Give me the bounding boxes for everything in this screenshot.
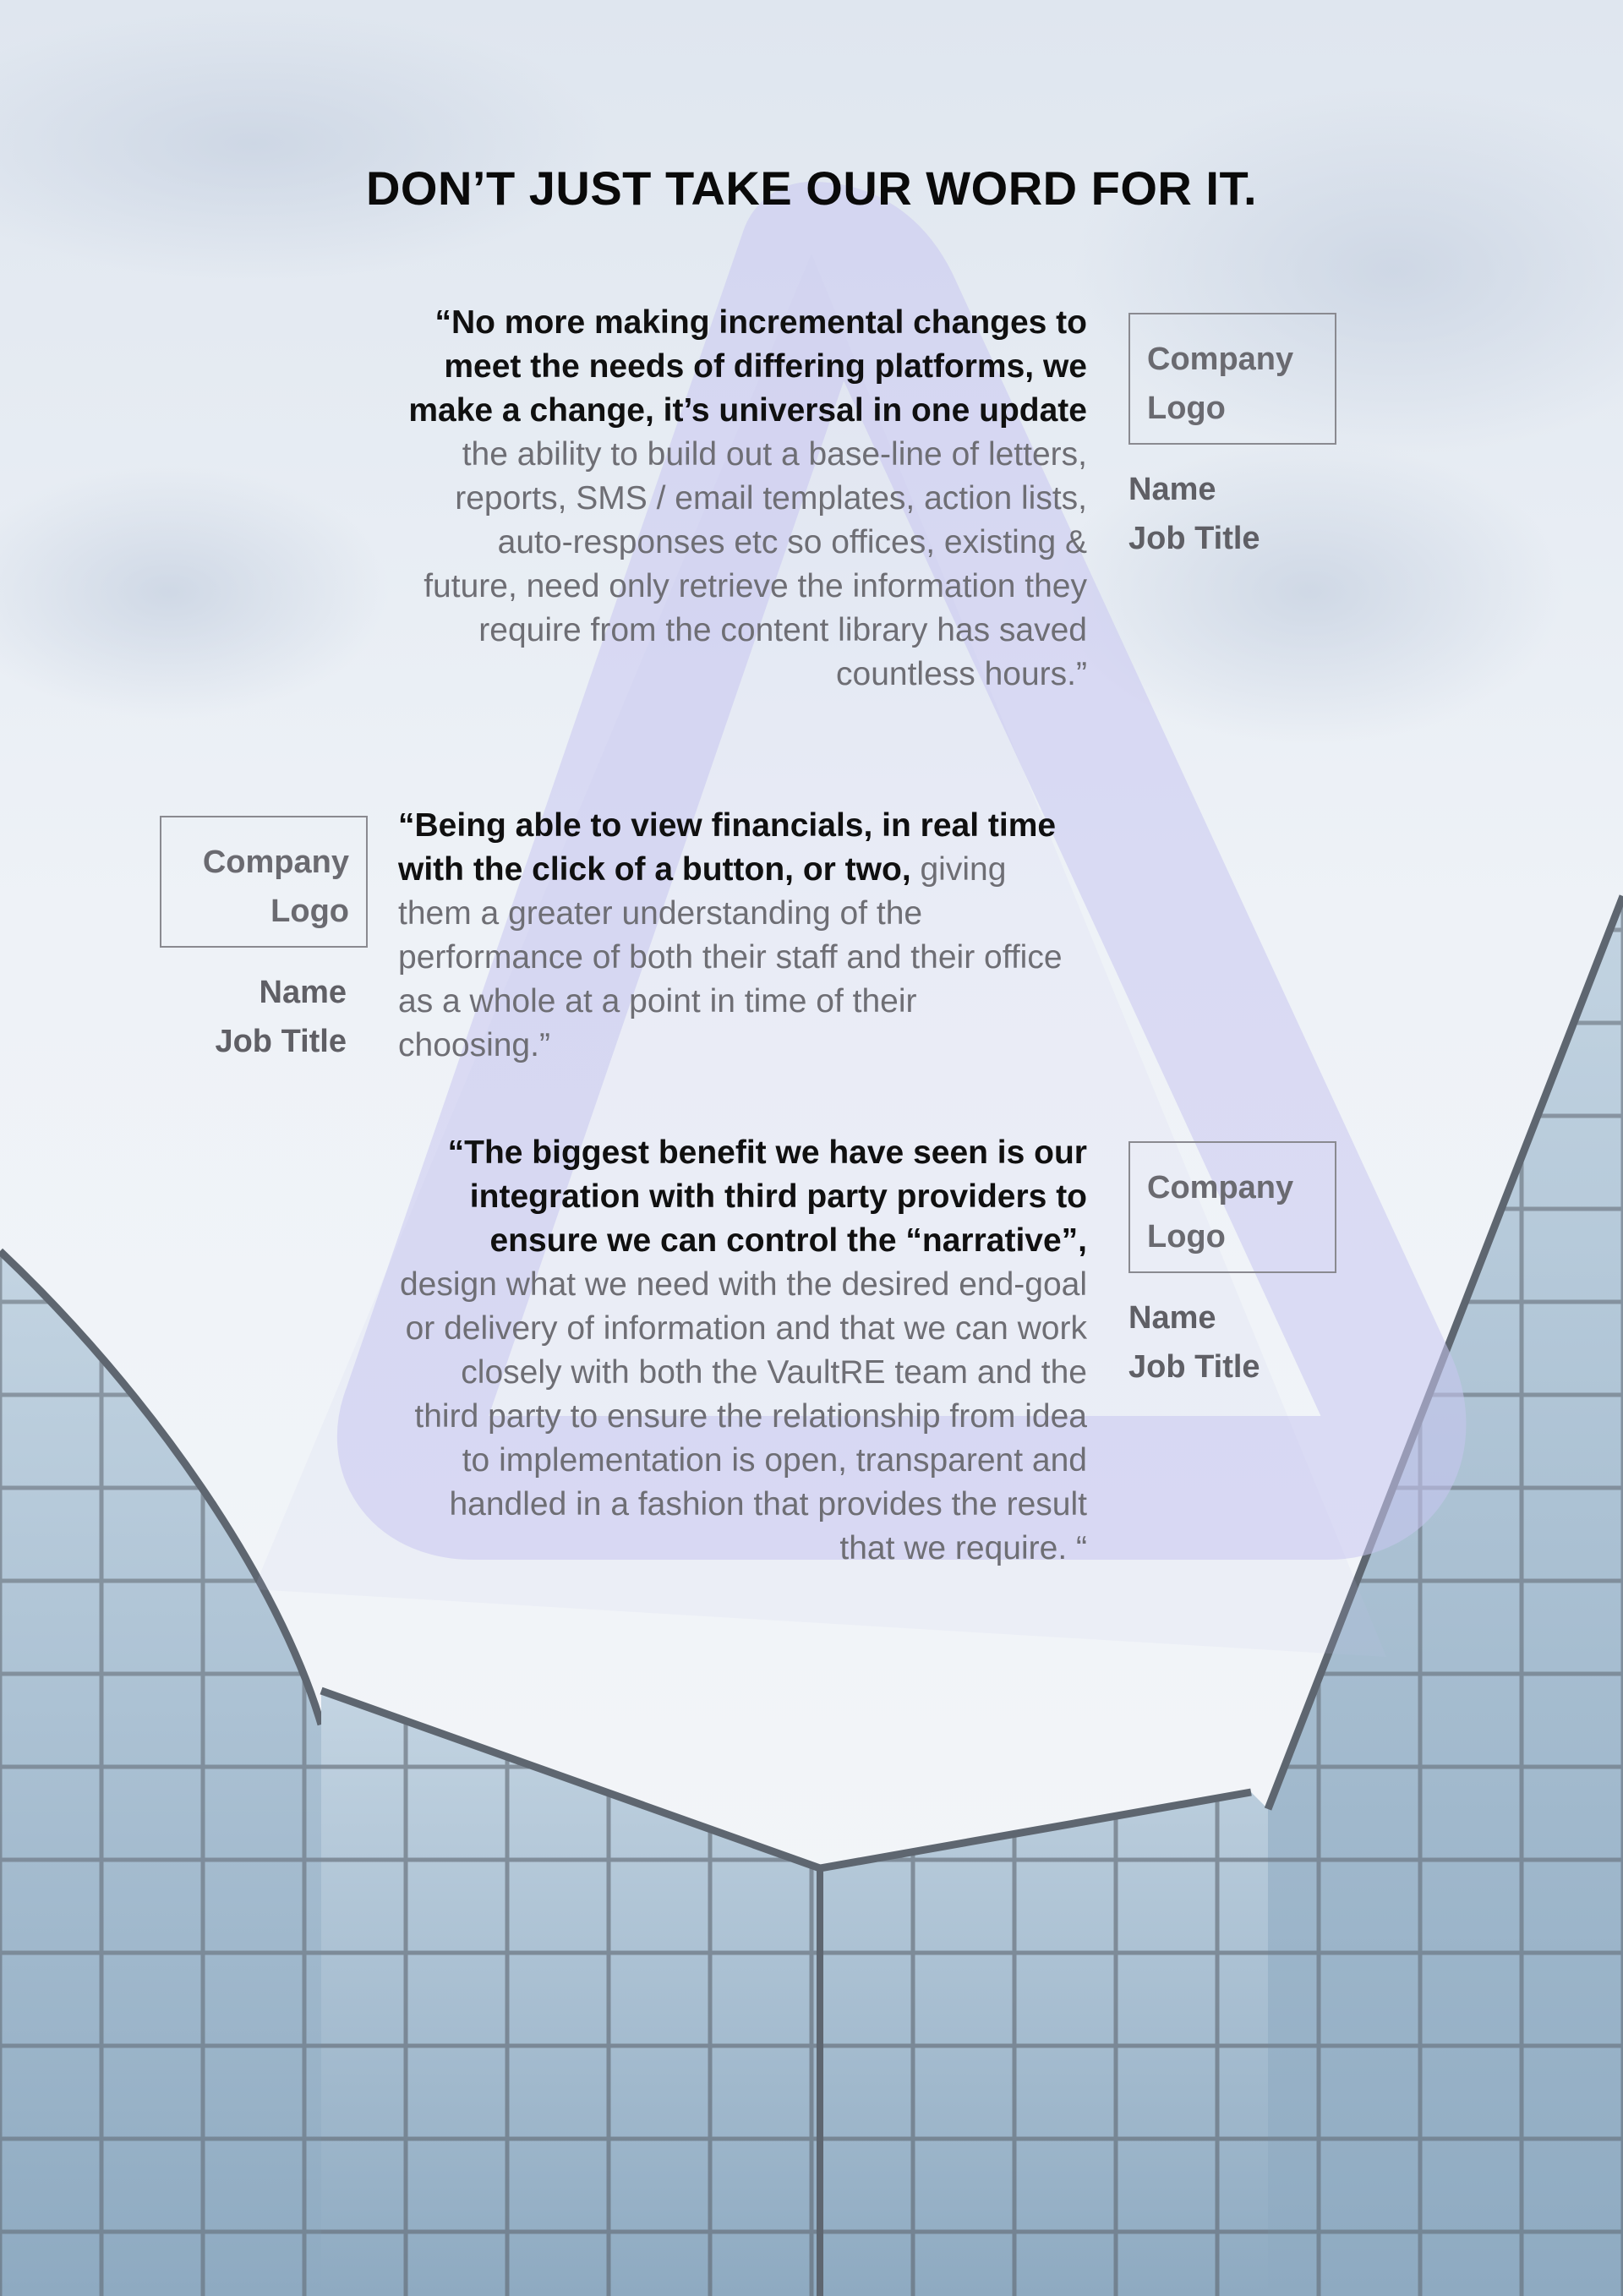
testimonial-1-attribution: [1128, 465, 1260, 563]
testimonial-1-quote: [397, 301, 1087, 697]
testimonial-2-company-logo: Company Logo: [160, 816, 368, 948]
testimonial-1-company-logo: Company Logo: [1128, 313, 1336, 445]
testimonial-3-lead: “The biggest benefit we have seen is our integration with third party providers to ensure we can control the “narrative”,: [447, 1134, 1087, 1259]
testimonial-3-name: Name: [1128, 1300, 1216, 1336]
page-title: DON’T JUST TAKE OUR WORD FOR IT.: [365, 161, 1258, 215]
testimonial-3-body: design what we need with the desired end-goal or delivery of information and that we can work closely with both the VaultRE team and the third party to ensure the relationship from idea to implementation is open, transparent and handled in a fashion that provides the result that we require. “: [399, 1266, 1087, 1566]
testimonial-1-body: the ability to build out a base-line of letters, reports, SMS / email templates, action lists, auto-responses etc so offices, existing & future, need only retrieve the information they require from the content library has saved countless hours.”: [424, 436, 1087, 692]
testimonial-2-body: giving them a greater understanding of the performance of both their staff and their office as a whole at a point in time of their choosing.”: [398, 851, 1063, 1063]
testimonial-3-attribution: [1128, 1293, 1260, 1391]
testimonial-1-lead: “No more making incremental changes to meet the needs of differing platforms, we make a change, it’s universal in one update: [408, 304, 1087, 429]
testimonial-3-company-logo: Company Logo: [1128, 1141, 1336, 1273]
testimonial-2-quote: [398, 804, 1074, 1068]
testimonial-2-attribution: [101, 968, 347, 1066]
testimonial-3-job-title: Job Title: [1128, 1349, 1260, 1385]
testimonial-2-name: Name: [259, 975, 347, 1010]
testimonial-2-lead: “Being able to view financials, in real time with the click of a button, or two,: [398, 807, 1057, 888]
testimonial-2-job-title: Job Title: [215, 1024, 347, 1059]
testimonial-1-job-title: Job Title: [1128, 521, 1260, 556]
testimonial-1-name: Name: [1128, 472, 1216, 507]
testimonial-3-quote: [389, 1131, 1087, 1571]
